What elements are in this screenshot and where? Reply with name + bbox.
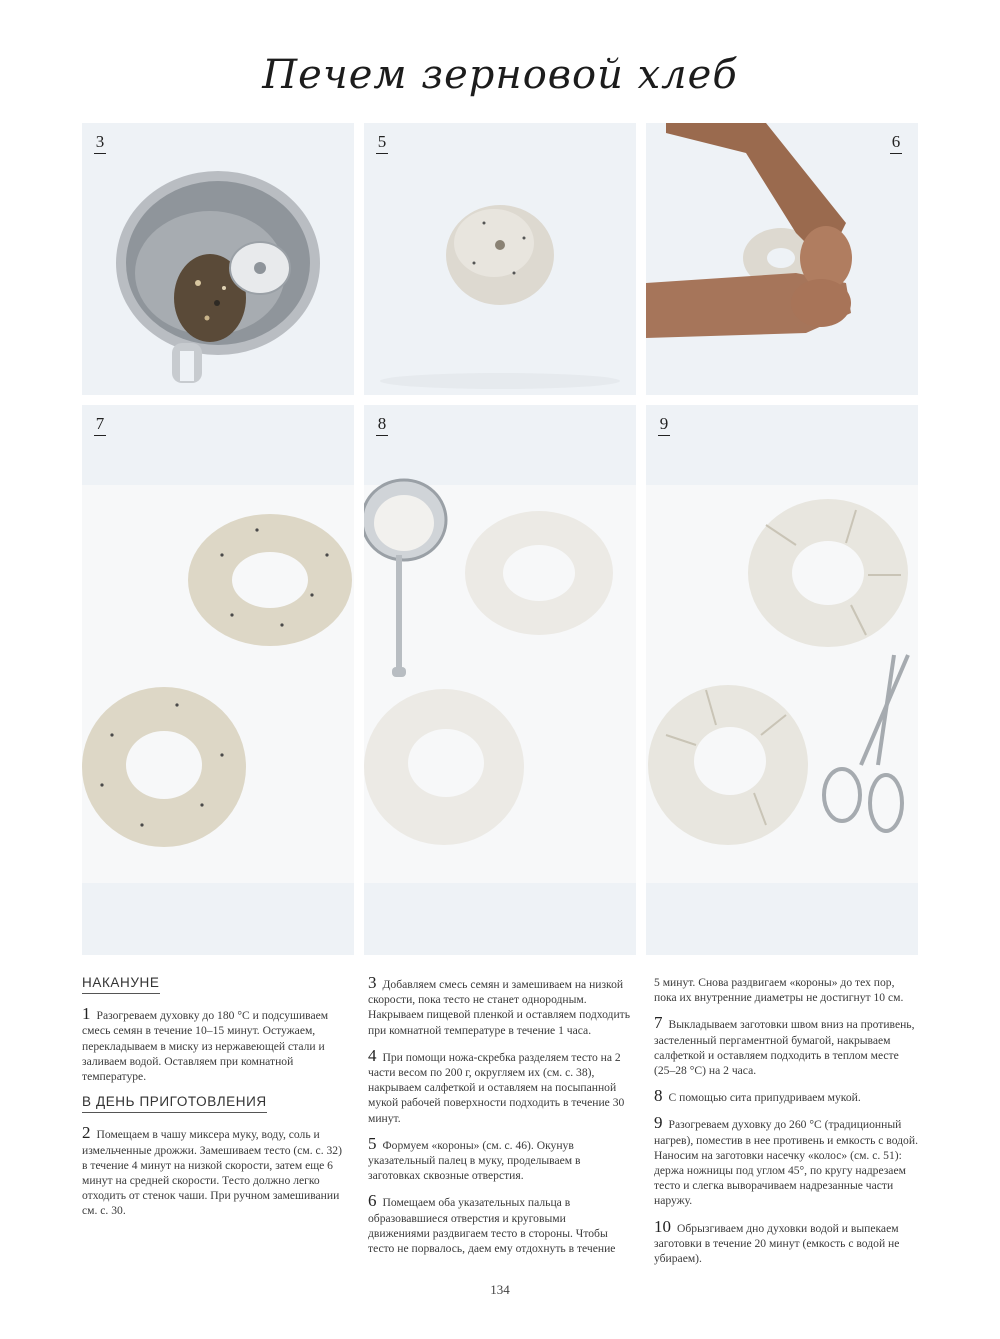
photo-step-6 <box>646 123 918 395</box>
step-10-text: Обрызгиваем дно духовки водой и выпекаем заготовки в течение 20 минут (емкость с водой не убираем). <box>654 1221 900 1266</box>
step-number-3: 3 <box>94 133 106 154</box>
section-heading-day: В ДЕНЬ ПРИГОТОВЛЕНИЯ <box>82 1094 267 1113</box>
step-6-number: 6 <box>368 1191 377 1211</box>
photo-step-9 <box>646 405 918 955</box>
step-7-number: 7 <box>654 1013 663 1033</box>
step-9 <box>654 1115 918 1208</box>
step-8 <box>654 1088 918 1105</box>
page-number: 134 <box>490 1282 510 1297</box>
photo-step-7 <box>82 405 354 955</box>
step-number-7: 7 <box>94 415 106 436</box>
step-5-number: 5 <box>368 1133 377 1153</box>
step-3-text: Добавляем смесь семян и замешиваем на низкой скорости, пока тесто не станет однородным. Накрываем пищевой пленкой и оставляем подходить при комнатной температуре в течение 1 часа. <box>368 978 630 1037</box>
text-column-3 <box>654 975 918 1276</box>
step-9-number: 9 <box>654 1113 663 1133</box>
step-5-text: Формуем «короны» (см. с. 46). Окунув указательный палец в муку, проделываем в заготовках сквозные отверстия. <box>368 1138 581 1183</box>
step-6 <box>368 1193 630 1256</box>
step-9-text: Разогреваем духовку до 260 °С (традиционный нагрев), поместив в нее противень и емкость с водой. Наносим на заготовки насечку «колос» (см. с. 51): держа ножницы под углом 45°, по кругу надрезаем тесто и слегка выворачиваем надрезанные части наружу. <box>654 1118 918 1208</box>
photo-step-3 <box>82 123 354 395</box>
step-1-text: Разогреваем духовку до 180 °С и подсушиваем смесь семян в течение 10–15 минут. Остужаем, перекладываем в миску из нержавеющей стали и заливаем водой. Оставляем при комнатной температуре. <box>82 1009 329 1084</box>
step-4-text: При помощи ножа-скребка разделяем тесто на 2 части весом по 200 г, округляем их (см. с. 38), накрываем салфеткой и оставляем на посыпанной мукой рабочей поверхности подходить в течение 30 минут. <box>368 1050 625 1125</box>
step-2-number: 2 <box>82 1123 91 1143</box>
step-8-text: С помощью сита припудриваем мукой. <box>668 1091 861 1105</box>
text-column-1 <box>82 975 344 1229</box>
step-1 <box>82 1006 344 1084</box>
step-number-9: 9 <box>658 415 670 436</box>
page-title: Печем зерновой хлеб <box>262 52 738 98</box>
step-5 <box>368 1133 630 1184</box>
section-heading-before: НАКАНУНЕ <box>82 975 160 994</box>
step-6-text: Помещаем оба указательных пальца в образовавшиеся отверстия и круговыми движениями раздвигаем тесто в стороны. Чтобы тесто не порвалось, даем ему отдохнуть в течение <box>368 1196 616 1256</box>
step-3-number: 3 <box>368 973 377 992</box>
two-dough-rings-illustration <box>82 405 354 955</box>
step-10-number: 10 <box>654 1216 671 1236</box>
mixer-bowl-illustration <box>82 123 354 395</box>
photo-step-8 <box>364 405 636 955</box>
hands-shaping-illustration <box>646 123 918 395</box>
step-7-text: Выкладываем заготовки швом вниз на противень, застеленный пергаментной бумагой, накрываем салфеткой и оставляем подходить в теплом месте (25–28 °С) на 2 часа. <box>654 1018 915 1078</box>
step-10 <box>654 1216 918 1267</box>
step-6-continued: 5 минут. Снова раздвигаем «короны» до тех пор, пока их внутренние диаметры не достигнут 10 см. <box>654 976 904 1005</box>
text-column-2 <box>368 975 630 1266</box>
step-number-6: 6 <box>890 133 902 154</box>
scored-rings-scissors-illustration <box>646 405 918 955</box>
photo-step-5 <box>364 123 636 395</box>
dough-ball-illustration <box>364 123 636 395</box>
step-4 <box>368 1045 630 1126</box>
floured-rings-sieve-illustration <box>364 405 636 955</box>
step-2-text: Помещаем в чашу миксера муку, воду, соль и измельченные дрожжи. Замешиваем тесто (см. с. 32) в течение 4 минут на низкой скорости, затем еще 6 минут на средней скорости. Тесто должно легко отходить от стенок чаши. При ручном замешивании см. с. 30. <box>82 1128 342 1218</box>
step-2 <box>82 1125 344 1218</box>
step-number-5: 5 <box>376 133 388 154</box>
step-4-number: 4 <box>368 1045 377 1065</box>
step-7 <box>654 1015 918 1078</box>
step-8-number: 8 <box>654 1086 663 1106</box>
step-1-number: 1 <box>82 1004 91 1024</box>
step-3 <box>368 975 630 1038</box>
step-number-8: 8 <box>376 415 388 436</box>
